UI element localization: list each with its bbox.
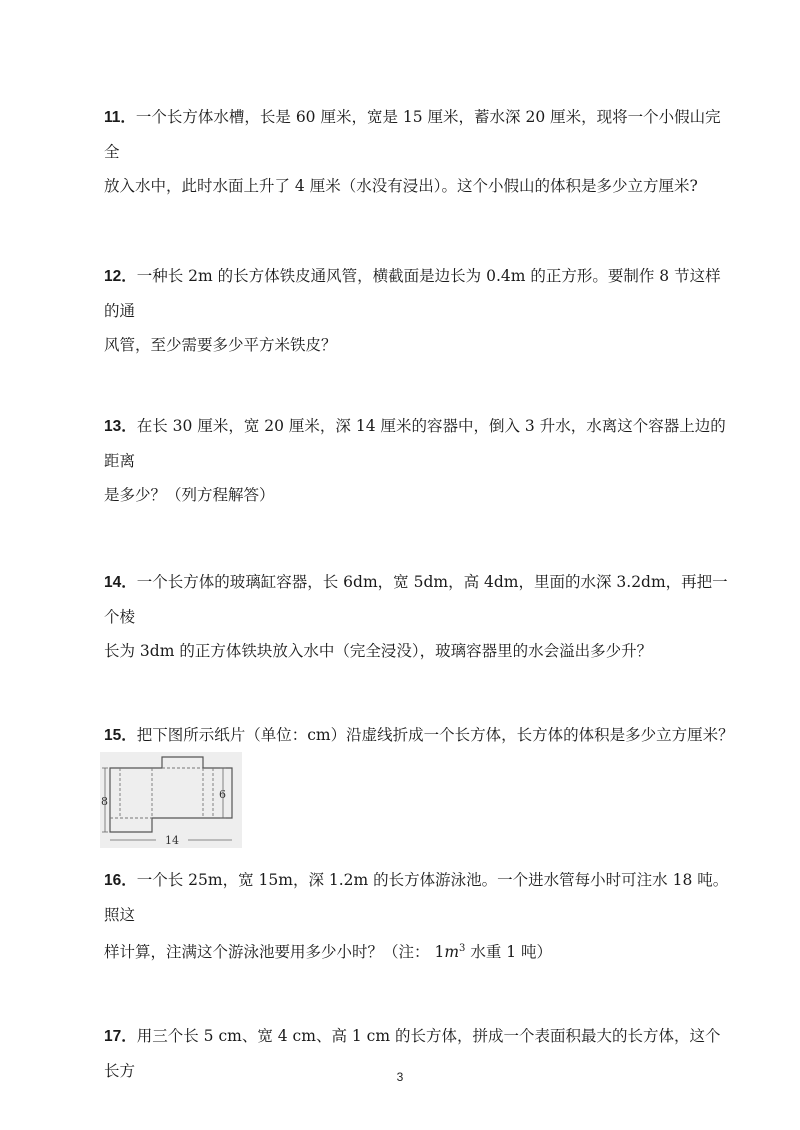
question-text: 一种长 2m 的长方体铁皮通风管，横截面是边长为 0.4m 的正方形。要制作 8 节这样的通 <box>104 267 721 320</box>
question-15 <box>104 718 734 753</box>
unit-exponent: 3 <box>459 943 466 954</box>
question-11 <box>104 100 734 203</box>
question-text: 放入水中，此时水面上升了 4 厘米（水没有浸出）。这个小假山的体积是多少立方厘米? <box>104 177 698 195</box>
unit-m: m <box>444 943 460 962</box>
paper-net-figure <box>100 752 242 848</box>
question-text: 用三个长 5 cm、宽 4 cm、高 1 cm 的长方体，拼成一个表面积最大的长方体，这个长方 <box>104 1027 721 1080</box>
question-text: 长为 3dm 的正方体铁块放入水中（完全浸没），玻璃容器里的水会溢出多少升？ <box>104 642 653 660</box>
question-text: 一个长方体的玻璃缸容器，长 6dm，宽 5dm，高 4dm，里面的水深 3.2dm，再把一个棱 <box>104 573 728 626</box>
question-text: 样计算，注满这个游泳池要用多少小时？（注： <box>104 943 430 962</box>
question-text: 在长 30 厘米，宽 20 厘米，深 14 厘米的容器中，倒入 3 升水，水离这个容器上边的距离 <box>104 417 726 470</box>
question-number: 11． <box>104 109 136 126</box>
question-text: 一个长方体水槽，长是 60 厘米，宽是 15 厘米，蓄水深 20 厘米，现将一个小假山完全 <box>104 108 721 161</box>
question-number: 13． <box>104 418 137 435</box>
question-text: 一个长 25m，宽 15m，深 1.2m 的长方体游泳池。一个进水管每小时可注水 18 吨。照这 <box>104 871 729 924</box>
question-number: 16． <box>104 872 137 889</box>
question-14 <box>104 565 734 668</box>
label-6: 6 <box>219 788 226 801</box>
question-number: 14． <box>104 574 137 591</box>
question-text: 水重 1 吨） <box>465 943 553 962</box>
question-number: 12． <box>104 268 137 285</box>
paper-net-diagram <box>100 752 242 848</box>
question-number: 15． <box>104 727 137 744</box>
question-number: 17． <box>104 1028 137 1045</box>
unit-value: 1 <box>434 943 445 962</box>
question-16 <box>104 863 734 969</box>
question-text: 是多少？（列方程解答） <box>104 486 275 504</box>
question-13 <box>104 409 734 512</box>
question-text: 把下图所示纸片（单位：cm）沿虚线折成一个长方体，长方体的体积是多少立方厘米？ <box>136 726 734 744</box>
question-text: 风管，至少需要多少平方米铁皮？ <box>104 336 337 354</box>
page-number: 3 <box>396 1070 404 1084</box>
question-12 <box>104 259 734 362</box>
label-14: 14 <box>165 834 179 847</box>
label-8: 8 <box>101 795 108 808</box>
